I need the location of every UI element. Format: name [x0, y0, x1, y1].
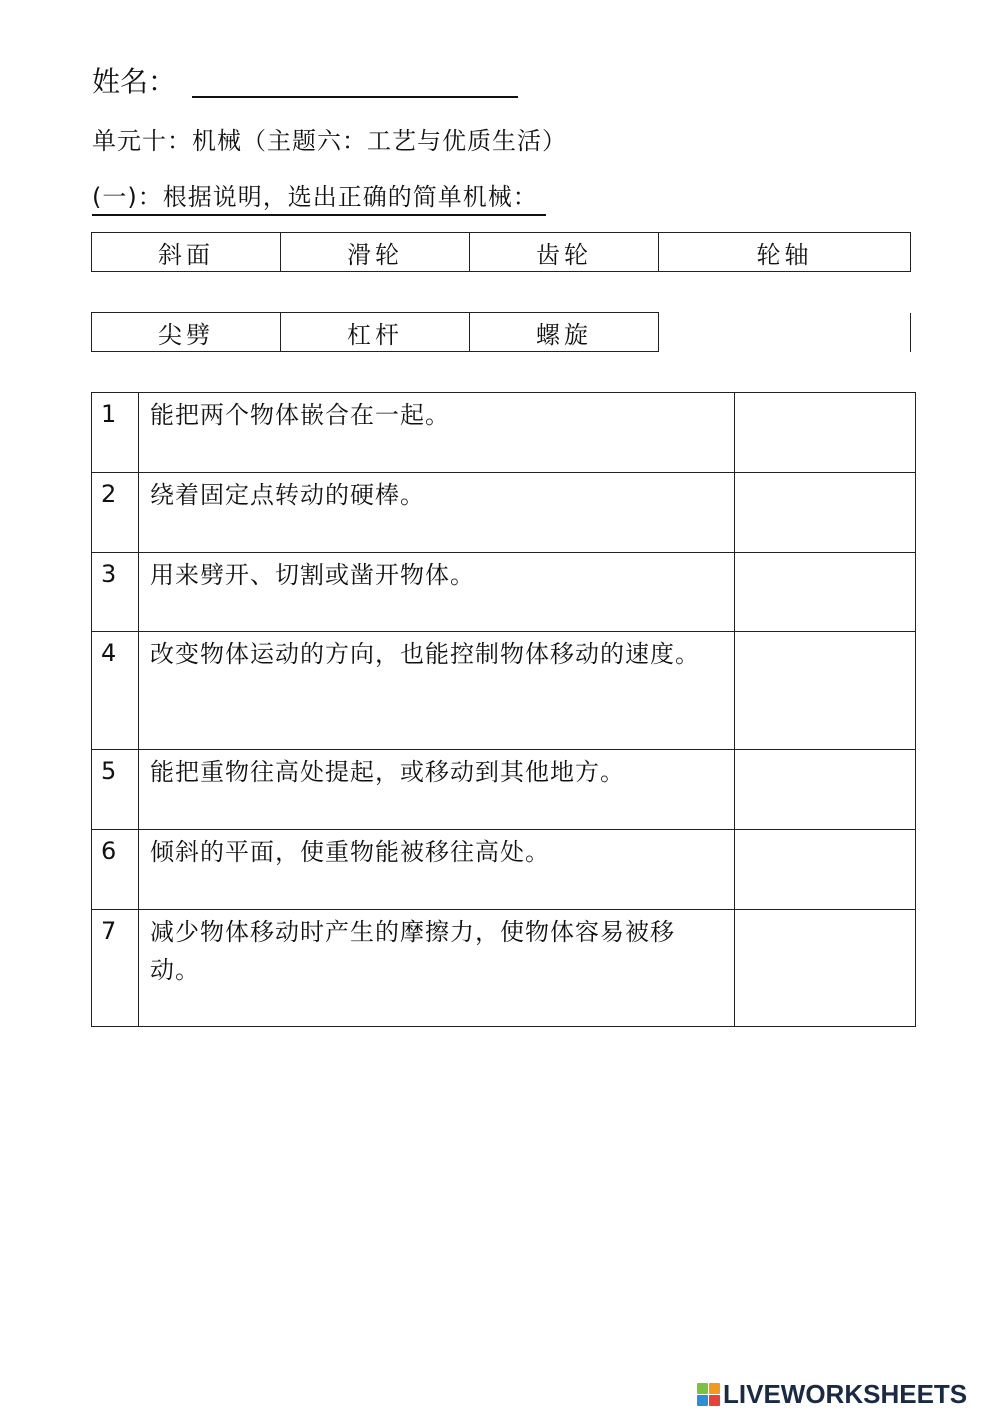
question-row — [92, 393, 916, 473]
answer-cell — [735, 553, 916, 632]
name-row — [92, 62, 518, 102]
question-number: 2 — [92, 473, 139, 553]
liveworksheets-brand — [697, 1379, 967, 1409]
unit-title: 单元十：机械（主题六：工艺与优质生活） — [92, 127, 567, 155]
word-bank-row-2 — [91, 312, 911, 352]
word-bank-row-1 — [91, 232, 911, 272]
answer-cell — [735, 393, 916, 473]
answer-input-5[interactable] — [743, 766, 907, 812]
answer-input-1[interactable] — [743, 409, 907, 455]
question-number: 1 — [92, 393, 139, 473]
question-row — [92, 910, 916, 1027]
word-bank-empty-cell — [659, 313, 911, 352]
question-number: 4 — [92, 632, 139, 750]
name-input[interactable] — [192, 64, 518, 98]
question-row — [92, 750, 916, 830]
answer-input-2[interactable] — [743, 489, 907, 535]
word-bank-item: 滑轮 — [281, 233, 470, 272]
word-bank-item: 尖劈 — [92, 313, 281, 352]
answer-cell — [735, 632, 916, 750]
question-text: 绕着固定点转动的硬棒。 — [139, 473, 735, 553]
question-row — [92, 473, 916, 553]
question-row — [92, 632, 916, 750]
word-bank-item: 轮轴 — [659, 233, 911, 272]
answer-input-6[interactable] — [743, 846, 907, 892]
question-text: 改变物体运动的方向，也能控制物体移动的速度。 — [139, 632, 735, 750]
brand-text: LIVEWORKSHEETS — [723, 1378, 968, 1409]
question-text: 倾斜的平面，使重物能被移往高处。 — [139, 830, 735, 910]
question-number: 6 — [92, 830, 139, 910]
question-text: 减少物体移动时产生的摩擦力，使物体容易被移动。 — [139, 910, 735, 1027]
question-row — [92, 830, 916, 910]
question-number: 5 — [92, 750, 139, 830]
word-bank-item: 斜面 — [92, 233, 281, 272]
answer-input-3[interactable] — [743, 569, 907, 615]
answer-cell — [735, 473, 916, 553]
question-row — [92, 553, 916, 632]
instruction: (一)：根据说明，选出正确的简单机械： — [92, 180, 546, 216]
answer-cell — [735, 750, 916, 830]
question-text: 用来劈开、切割或凿开物体。 — [139, 553, 735, 632]
questions-table — [91, 392, 916, 1027]
question-number: 7 — [92, 910, 139, 1027]
word-bank-item: 杠杆 — [281, 313, 470, 352]
answer-cell — [735, 910, 916, 1027]
question-text: 能把两个物体嵌合在一起。 — [139, 393, 735, 473]
word-bank-item: 齿轮 — [470, 233, 659, 272]
name-label: 姓名： — [92, 65, 177, 98]
answer-cell — [735, 830, 916, 910]
question-number: 3 — [92, 553, 139, 632]
answer-input-4[interactable] — [743, 648, 907, 694]
word-bank-item: 螺旋 — [470, 313, 659, 352]
liveworksheets-logo-icon — [697, 1383, 720, 1406]
answer-input-7[interactable] — [743, 926, 907, 972]
question-text: 能把重物往高处提起，或移动到其他地方。 — [139, 750, 735, 830]
